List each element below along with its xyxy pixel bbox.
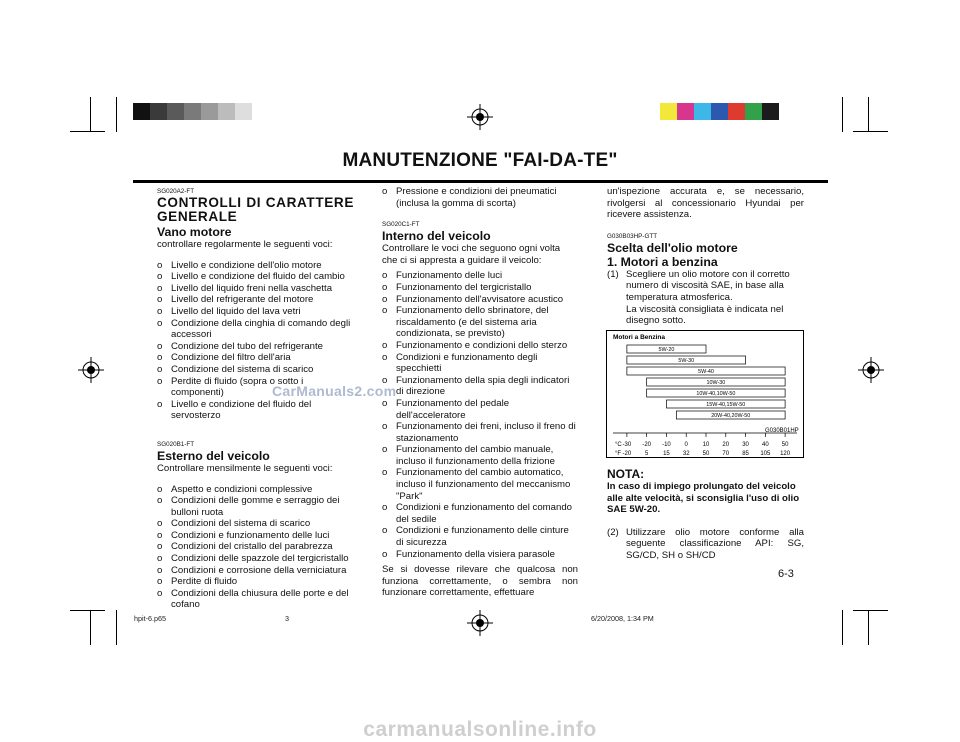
color-swatch [779,103,796,120]
svg-text:20W-40,20W-50: 20W-40,20W-50 [711,413,751,420]
list-item: o Pressione e condizioni dei pneumatici (inclusa la gomma di scorta) [382,186,557,209]
celsius-tick-label: 10 [702,442,710,448]
color-swatch [660,103,677,120]
color-swatch [711,103,728,120]
fahrenheit-tick-label: 5 [644,451,649,457]
svg-text:15W-40,15W-50: 15W-40,15W-50 [706,402,746,409]
svg-text:5W-40: 5W-40 [698,369,714,376]
color-swatch [728,103,745,120]
section-code: SG020C1-FT [382,221,420,229]
column-2 [382,186,578,599]
color-swatch [201,103,218,120]
celsius-tick-label: -10 [662,442,671,448]
celsius-tick-label: 40 [761,442,769,448]
svg-text:10W-30: 10W-30 [706,380,726,387]
section-heading: Scelta dell'olio motore [607,240,738,255]
oil-range-bar [627,345,706,353]
list-item: o Funzionamento dei freni, incluso il freno di stazionamento [382,421,576,444]
svg-text:5W-30: 5W-30 [678,358,695,365]
list-item: o Condizioni e funzionamento del comando del sedile [382,502,572,525]
section-code: G030B03HP-GTT [607,232,658,240]
nota-heading: NOTA: [607,467,645,481]
intro-text: controllare regolarmente le seguenti voci: [157,239,333,250]
registration-target-icon [467,104,493,130]
subheading: 1. Motori a benzina [607,254,718,269]
color-swatch [252,103,269,120]
bottom-watermark: carmanualsonline.info [363,718,597,741]
list-item: o Condizioni e funzionamento delle cinture di sicurezza [382,525,569,549]
oil-range-bar [627,356,746,364]
list-item: o Condizione del sistema di scarico [157,363,314,375]
list-item: o Funzionamento dell'avvisatore acustico [382,293,564,305]
nota-block [607,465,804,562]
watermark: CarManuals2.com [272,383,397,399]
chart-title: Motori a Benzina [613,334,666,341]
list-item: o Funzionamento della spia degli indicatori di direzione [382,374,570,398]
color-swatch [235,103,252,120]
list-item: o Aspetto e condizioni complessive [157,483,313,495]
section-code: SG020B1-FT [157,440,195,448]
list-item: o Condizioni del sistema di scarico [157,518,311,530]
color-swatch [167,103,184,120]
list-item: o Condizione del tubo del refrigerante [157,340,324,352]
list-item: o Condizione del filtro dell'aria [157,352,291,364]
color-swatch [677,103,694,120]
fahrenheit-tick-label: 85 [742,451,749,457]
color-swatch [150,103,167,120]
continued-text: un'ispezione accurata e, se necessario, rivolgersi al concessionario Hyundai per ricevere assistenza. [607,186,804,221]
list-item: o Condizioni delle spazzole del tergicristallo [157,553,349,565]
registration-target-icon [467,610,493,636]
list-item: o Funzionamento delle luci [382,270,503,282]
fahrenheit-label: °F [615,451,622,457]
intro-text: Controllare le voci che seguono ogni volta che ci si appresta a guidare il veicolo: [382,243,561,266]
list-item: o Livello del liquido freni nella vaschetta [157,282,333,294]
title-rule [133,180,828,183]
chart-code: G030B01HP [765,428,799,434]
list-item: o Funzionamento della visiera parasole [382,548,555,560]
registration-strip [133,103,269,120]
heading-word: CARATTERE [265,195,354,210]
page-title: MANUTENZIONE "FAI-DA-TE" [342,150,618,171]
heading-word: DI [246,195,262,210]
celsius-tick-label: -30 [622,442,632,448]
heading-word: CONTROLLI [157,195,242,210]
list-item: o Livello del liquido del lava vetri [157,305,301,317]
celsius-label: °C [615,442,622,448]
color-swatch [762,103,779,120]
oil-range-bar [666,400,785,408]
color-swatch [218,103,235,120]
oil-range-bar [676,411,785,419]
color-strip [660,103,796,120]
list-item: o Livello e condizione del fluido del cambio [157,271,345,283]
check-list [382,186,578,209]
check-list [157,484,354,612]
oil-range-bar [647,378,785,386]
list-item: o Livello e condizione dell'olio motore [157,259,322,271]
footer-page: 3 [285,614,289,623]
celsius-tick-label: 20 [722,442,730,448]
registration-target-icon [858,357,884,383]
color-swatch [745,103,762,120]
nota-text: In caso di impiego prolungato del veicolo alle alte velocità, si sconsiglia l'uso di olio SAE 5W-20. [607,481,800,516]
list-item: o Condizione della cinghia di comando degli accessori [157,317,351,341]
footer-date: 6/20/2008, 1:34 PM [591,614,654,623]
closing-text: Se si dovesse rilevare che qualcosa non funziona correttamente, o sembra non funzionare correttamente, effettuare [382,564,578,599]
list-item: o Livello e condizione del fluido del servosterzo [157,398,312,422]
section-code: SG020A2-FT [157,188,195,195]
list-item: o Funzionamento del cambio automatico, incluso il funzionamento del meccanismo "Park" [382,467,571,502]
list-item: o Perdite di fluido [157,576,238,588]
fahrenheit-tick-label: 50 [702,451,710,457]
list-item: o Condizioni della chiusura delle porte e del cofano [157,587,349,611]
svg-text:5W-20: 5W-20 [658,347,675,354]
intro-text: Controllare mensilmente le seguenti voci: [157,462,333,474]
footer-file: hpit-6.p65 [134,614,166,623]
fahrenheit-tick-label: 32 [682,451,690,457]
list-item: o Condizioni e funzionamento degli specchietti [382,351,538,375]
list-item: o Funzionamento del cambio manuale, incluso il funzionamento della frizione [382,444,555,467]
list-item: o Funzionamento del pedale dell'acceleratore [382,397,510,421]
subheading: Vano motore [157,225,232,239]
column-3 [607,186,804,327]
list-item: o Condizioni e corrosione della verniciatura [157,564,347,576]
numbered-list [607,527,804,562]
oil-range-bar [647,389,785,397]
fahrenheit-tick-label: -20 [622,451,632,457]
color-swatch [694,103,711,120]
section-heading [157,196,354,210]
list-item: o Perdite di fluido (sopra o sotto i componenti) [157,375,304,399]
viscosity-chart-svg [607,331,803,457]
celsius-tick-label: -20 [642,442,652,448]
check-list [382,270,578,560]
list-item: o Condizioni delle gomme e serraggio dei bulloni ruota [157,495,340,518]
fahrenheit-tick-label: 15 [663,451,670,457]
fahrenheit-tick-label: 120 [780,451,791,457]
section-heading: Esterno del veicolo [157,448,270,463]
list-item: o Condizioni del cristallo del parabrezza [157,541,333,553]
color-swatch [133,103,150,120]
list-item: (2) Utilizzare olio motore conforme alla seguente classificazione API: SG, SG/CD, SH o SH/CD [607,526,804,561]
celsius-tick-label: 30 [742,442,749,448]
numbered-list [607,269,804,327]
list-item: o Livello del refrigerante del motore [157,294,314,306]
section-heading-line2: GENERALE [157,208,238,224]
svg-text:10W-40,10W-50: 10W-40,10W-50 [696,391,736,398]
list-item: o Funzionamento e condizioni dello sterzo [382,339,568,351]
page-number: 6-3 [778,568,794,580]
oil-range-bar [627,367,785,375]
celsius-tick-label: 0 [684,442,688,448]
viscosity-chart [606,330,804,458]
list-item: o Funzionamento dello sbrinatore, del riscaldamento (e del sistema aria condizionata, se previsto) [382,305,549,340]
list-item: (1) Scegliere un olio motore con il corretto numero di viscosità SAE, in base alla temperatura atmosferica. La viscosità consigliata è indicata nel disegno sotto. [607,268,790,327]
celsius-tick-label: 50 [781,442,789,448]
fahrenheit-tick-label: 105 [760,451,771,457]
color-swatch [184,103,201,120]
section-heading: Interno del veicolo [382,229,491,244]
list-item: o Funzionamento del tergicristallo [382,281,532,293]
registration-target-icon [78,357,104,383]
fahrenheit-tick-label: 70 [722,451,730,457]
list-item: o Condizioni e funzionamento delle luci [157,529,330,541]
